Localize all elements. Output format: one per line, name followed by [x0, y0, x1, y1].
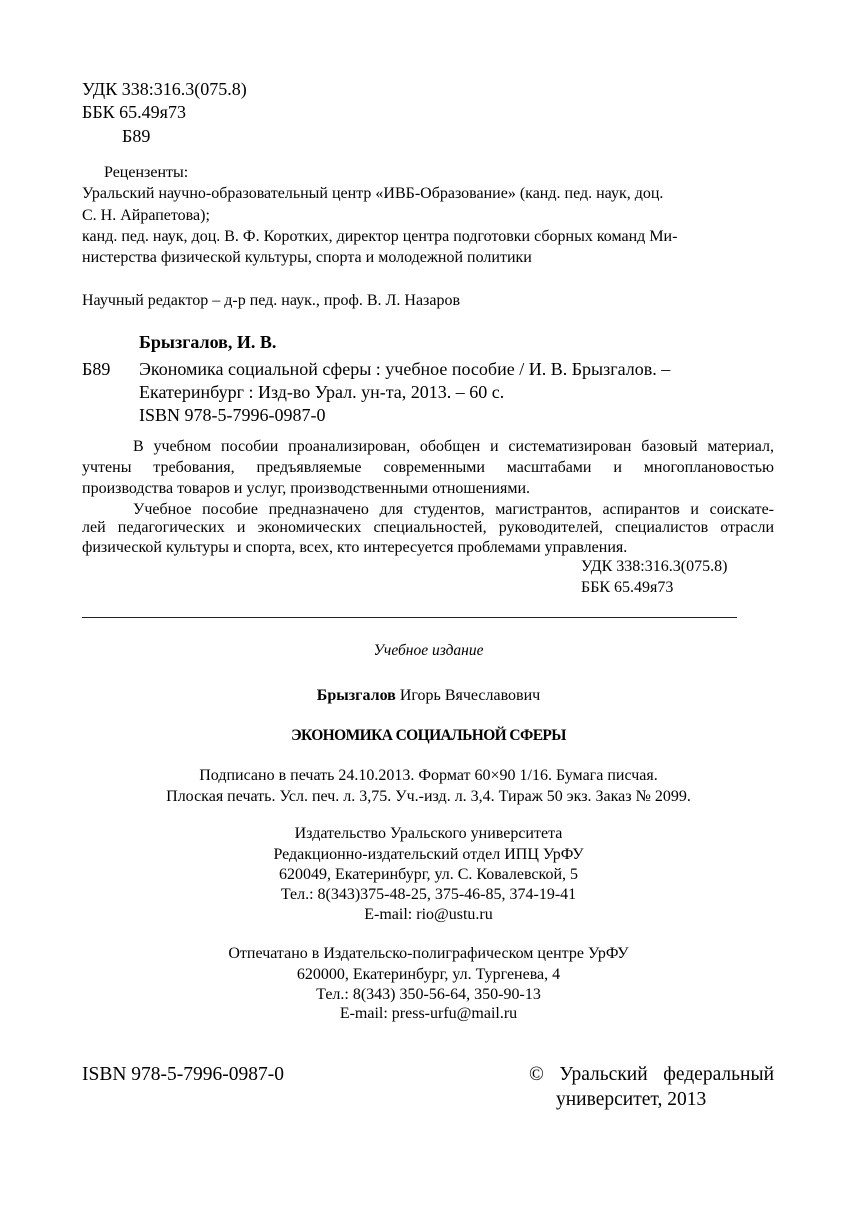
- publisher-line: Тел.: 8(343)375-48-25, 375-46-85, 374-19-41: [280, 886, 577, 903]
- printer-line: Тел.: 8(343) 350-56-64, 350-90-13: [316, 986, 541, 1003]
- abstract-line: Учебное пособие предназначено для студентов, магистрантов, аспирантов и соискате-: [133, 501, 774, 518]
- publisher-line: 620049, Екатеринбург, ул. С. Ковалевской, 5: [278, 866, 579, 883]
- print-details-line: Подписано в печать 24.10.2013. Формат 60×90 1/16. Бумага писчая.: [199, 767, 658, 784]
- reviewer-line: Уральский научно-образовательный центр «ИВБ-Образование» (канд. пед. наук, доц.: [82, 185, 664, 202]
- section-divider: [82, 617, 737, 618]
- printer-line: Отпечатано в Издательско-полиграфическом центре УрФУ: [228, 945, 629, 962]
- bbk-code: ББК 65.49я73: [82, 102, 186, 122]
- bib-isbn: ISBN 978-5-7996-0987-0: [139, 405, 326, 425]
- abstract-bbk: ББК 65.49я73: [581, 579, 674, 596]
- publisher-line: Издательство Уральского университета: [294, 825, 563, 842]
- reviewer-line: С. Н. Айрапетова);: [82, 207, 210, 224]
- imprint-author-surname: Брызгалов: [316, 687, 396, 704]
- abstract-line: физической культуры и спорта, всех, кто интересуется проблемами управления.: [82, 539, 628, 556]
- abstract-line: лей педагогических и экономических специальностей, руководителей, специалистов отрасли: [82, 519, 774, 536]
- reviewer-line: нистерства физической культуры, спорта и молодежной политики: [82, 249, 532, 266]
- abstract-line: производства товаров и услуг, производственными отношениями.: [82, 480, 531, 497]
- publisher-email: E-mail: rio@ustu.ru: [364, 906, 493, 923]
- copyright-line: © Уральский федеральный: [529, 1064, 774, 1085]
- imprint-author: [0, 685, 857, 706]
- abstract-udk: УДК 338:316.3(075.8): [581, 558, 728, 575]
- edition-type: Учебное издание: [373, 642, 484, 659]
- reviewer-line: канд. пед. наук, доц. В. Ф. Коротких, директор центра подготовки сборных команд Ми-: [82, 228, 678, 245]
- printer-email: E-mail: press-urfu@mail.ru: [339, 1005, 518, 1022]
- abstract-line: учтены требования, предъявляемые современными масштабами и многоплановостью: [82, 459, 774, 476]
- publisher-line: Редакционно-издательский отдел ИПЦ УрФУ: [273, 846, 584, 863]
- copyright-line: университет, 2013: [556, 1089, 707, 1110]
- printer-line: 620000, Екатеринбург, ул. Тургенева, 4: [296, 966, 561, 983]
- imprint-title: ЭКОНОМИКА СОЦИАЛЬНОЙ СФЕРЫ: [291, 727, 566, 744]
- scientific-editor: Научный редактор – д-р пед. наук., проф. В. Л. Назаров: [82, 292, 461, 309]
- udk-code: УДК 338:316.3(075.8): [82, 79, 247, 99]
- footer-isbn: ISBN 978-5-7996-0987-0: [82, 1064, 285, 1085]
- author-mark: Б89: [122, 126, 151, 146]
- imprint-author-given: Игорь Вячеславович: [399, 687, 541, 704]
- bib-title-line: Экономика социальной сферы : учебное пособие / И. В. Брызгалов. –: [139, 359, 671, 379]
- bib-author: Брызгалов, И. В.: [139, 332, 277, 352]
- bib-mark: Б89: [82, 359, 111, 379]
- reviewers-heading: Рецензенты:: [104, 164, 189, 181]
- print-details-line: Плоская печать. Усл. печ. л. 3,75. Уч.-изд. л. 3,4. Тираж 50 экз. Заказ № 2099.: [166, 788, 691, 805]
- bib-title-line: Екатеринбург : Изд-во Урал. ун-та, 2013. – 60 с.: [139, 382, 505, 402]
- abstract-line: В учебном пособии проанализирован, обобщен и систематизирован базовый материал,: [133, 438, 774, 455]
